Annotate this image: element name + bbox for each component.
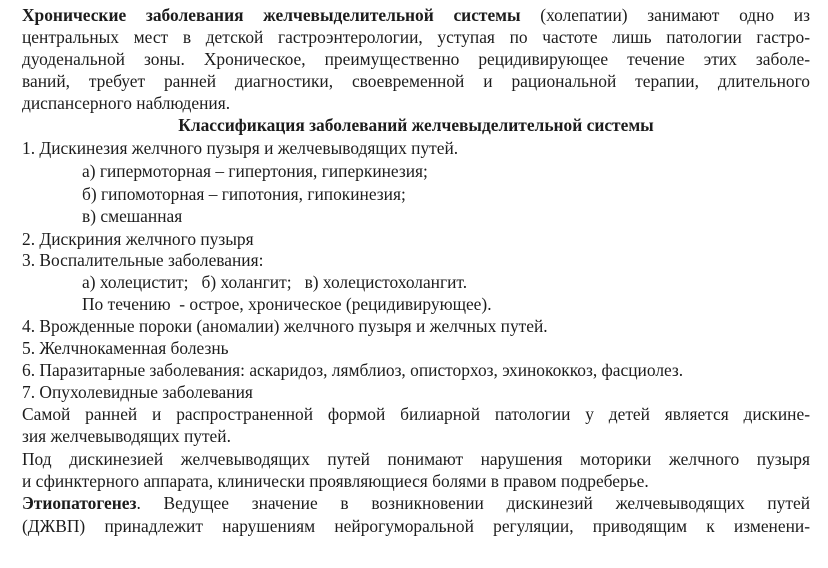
list-item-1a: а) гипермоторная – гипертония, гиперкинезия; xyxy=(82,161,428,181)
list-item-6: 6. Паразитарные заболевания: аскаридоз, лямблиоз, описторхоз, эхинококкоз, фасциолез. xyxy=(22,360,684,380)
paragraph-1-line-2: зия желчевыводящих путей. xyxy=(22,426,231,446)
intro-title: Хронические заболевания желчевыделительной системы xyxy=(22,5,521,25)
etiopathogenesis-term: Этиопатогенез xyxy=(22,493,137,513)
list-item-3-types: а) холецистит; б) холангит; в) холецистохолангит. xyxy=(82,272,468,292)
list-item-3-course: По течению - острое, хроническое (рецидивирующее). xyxy=(82,294,492,314)
paragraph-3-line-1-rest: . Ведущее значение в возникновении дискинезий желчевыводящих путей xyxy=(136,493,810,513)
intro-line-4: ваний, требует ранней диагностики, своевременной и рациональной терапии, длительного xyxy=(22,71,810,91)
paragraph-3-line-2: (ДЖВП) принадлежит нарушениям нейрогуморальной регуляции, приводящим к изменени- xyxy=(22,516,810,536)
list-item-5: 5. Желчнокаменная болезнь xyxy=(22,338,229,358)
paragraph-1-line-1: Самой ранней и распространенной формой билиарной патологии у детей является дискине- xyxy=(22,404,810,424)
classification-heading: Классификация заболеваний желчевыделительной системы xyxy=(178,115,654,135)
paragraph-2-line-1: Под дискинезией желчевыводящих путей понимают нарушения моторики желчного пузыря xyxy=(22,449,810,469)
list-item-1b: б) гипомоторная – гипотония, гипокинезия; xyxy=(82,184,406,204)
intro-line-2: центральных мест в детской гастроэнтерологии, уступая по частоте лишь патологии гастро- xyxy=(22,27,810,47)
list-item-1: 1. Дискинезия желчного пузыря и желчевыводящих путей. xyxy=(22,138,459,158)
paragraph-3-line-1 xyxy=(22,492,810,514)
list-item-4: 4. Врожденные пороки (аномалии) желчного пузыря и желчных путей. xyxy=(22,316,548,336)
intro-line-5: диспансерного наблюдения. xyxy=(22,93,231,113)
paragraph-2-line-2: и сфинктерного аппарата, клинически проявляющиеся болями в правом подреберье. xyxy=(22,471,649,491)
list-item-2: 2. Дискриния желчного пузыря xyxy=(22,229,254,249)
list-item-3: 3. Воспалительные заболевания: xyxy=(22,250,264,270)
list-item-7: 7. Опухолевидные заболевания xyxy=(22,382,253,402)
intro-line-1-rest: (холепатии) занимают одно из xyxy=(520,5,810,25)
intro-line-3: дуоденальной зоны. Хроническое, преимущественно рецидивирующее течение этих заболе- xyxy=(22,49,810,69)
intro-line-1 xyxy=(22,4,810,26)
list-item-1c: в) смешанная xyxy=(82,206,183,226)
